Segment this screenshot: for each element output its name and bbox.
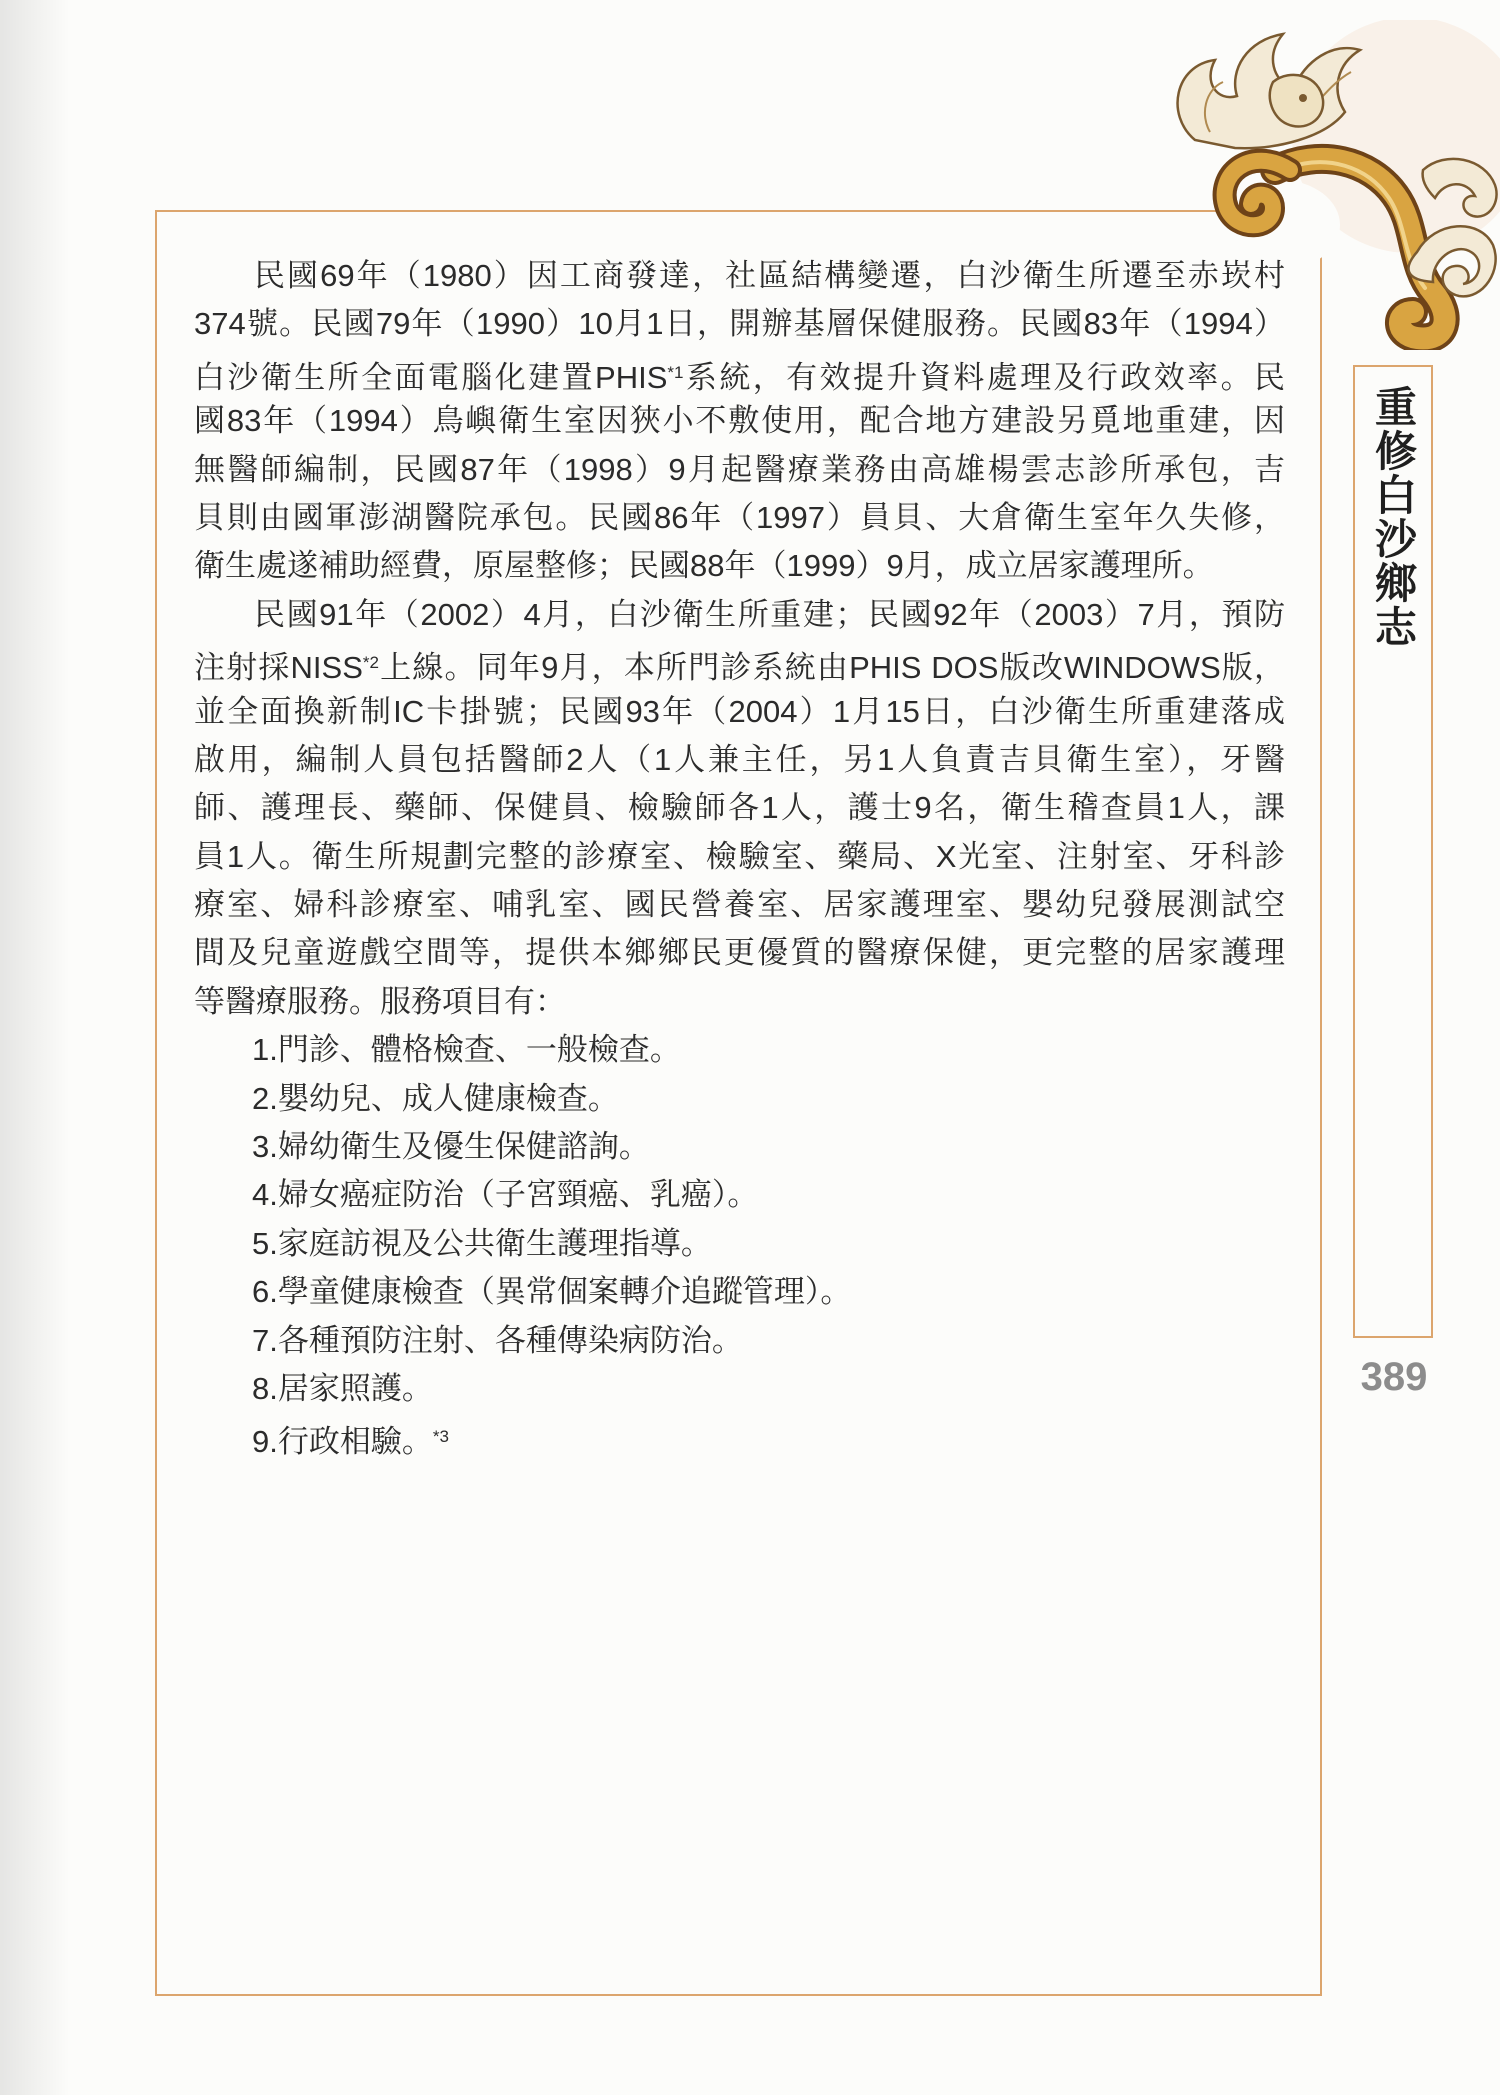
body-line: 員1人。衛生所規劃完整的診療室、檢驗室、藥局、X光室、注射室、牙科診	[194, 838, 1285, 874]
body-line: 國83年（1994）鳥嶼衛生室因狹小不敷使用，配合地方建設另覓地重建，因	[194, 403, 1285, 439]
binding-shadow	[0, 0, 70, 2095]
list-item: 2.嬰幼兒、成人健康檢查。	[252, 1080, 619, 1116]
body-line: 貝則由國軍澎湖醫院承包。民國86年（1997）員貝、大倉衛生室年久失修，	[194, 499, 1285, 535]
page-number: 389	[1360, 1355, 1428, 1399]
side-title-box	[1353, 365, 1433, 1338]
line-text: 9.行政相驗。	[252, 1424, 433, 1460]
body-line: 並全面換新制IC卡掛號；民國93年（2004）1月15日，白沙衛生所重建落成	[194, 693, 1285, 729]
paragraph-1	[194, 252, 1285, 591]
list-item: 7.各種預防注射、各種傳染病防治。	[252, 1322, 743, 1358]
list-item: 4.婦女癌症防治（子宮頸癌、乳癌）。	[252, 1177, 759, 1213]
body-line: 等醫療服務。服務項目有：	[194, 983, 566, 1019]
list-item: 5.家庭訪視及公共衛生護理指導。	[252, 1225, 712, 1261]
book-title: 重修白沙鄉志	[1369, 385, 1418, 649]
list-item: 6.學童健康檢查（異常個案轉介追蹤管理）。	[252, 1274, 852, 1310]
body-line	[194, 639, 1285, 687]
line-text: 白沙衛生所全面電腦化建置PHIS	[194, 360, 668, 395]
body-line: 民國69年（1980）因工商發達，社區結構變遷，白沙衛生所遷至赤崁村	[254, 258, 1285, 293]
list-item	[194, 1413, 1285, 1461]
body-line: 民國91年（2002）4月，白沙衛生所重建；民國92年（2003）7月，預防	[254, 596, 1285, 632]
line-text: 注射採NISS	[194, 650, 363, 686]
article-body	[194, 252, 1285, 1462]
body-line: 療室、婦科診療室、哺乳室、國民營養室、居家護理室、嬰幼兒發展測試空	[194, 887, 1285, 923]
list-item: 1.門診、體格檢查、一般檢查。	[252, 1032, 681, 1068]
body-line: 間及兒童遊戲空間等，提供本鄉鄉民更優質的醫療保健，更完整的居家護理	[194, 935, 1285, 971]
body-line: 374號。民國79年（1990）10月1日，開辦基層保健服務。民國83年（1994）	[194, 306, 1285, 342]
line-text: 上線。同年9月，本所門診系統由PHIS DOS版改WINDOWS版，	[379, 650, 1285, 686]
footnote-marker: *2	[362, 653, 379, 673]
body-line: 衛生處遂補助經費，原屋整修；民國88年（1999）9月，成立居家護理所。	[194, 548, 1214, 584]
list-item: 8.居家照護。	[252, 1370, 433, 1406]
list-item: 3.婦幼衛生及優生保健諮詢。	[252, 1129, 650, 1165]
body-line: 啟用，編制人員包括醫師2人（1人兼主任，另1人負責吉貝衛生室），牙醫	[194, 741, 1285, 777]
footnote-marker: *3	[432, 1427, 449, 1447]
services-list	[194, 1026, 1285, 1462]
paragraph-2	[194, 591, 1285, 1027]
body-line	[194, 349, 1285, 397]
footnote-marker: *1	[667, 362, 684, 382]
line-text: 系統，有效提升資料處理及行政效率。民	[683, 360, 1286, 395]
body-line: 無醫師編制，民國87年（1998）9月起醫療業務由高雄楊雲志診所承包，吉	[194, 451, 1285, 487]
body-line: 師、護理長、藥師、保健員、檢驗師各1人，護士9名，衛生稽查員1人，課	[194, 790, 1285, 826]
